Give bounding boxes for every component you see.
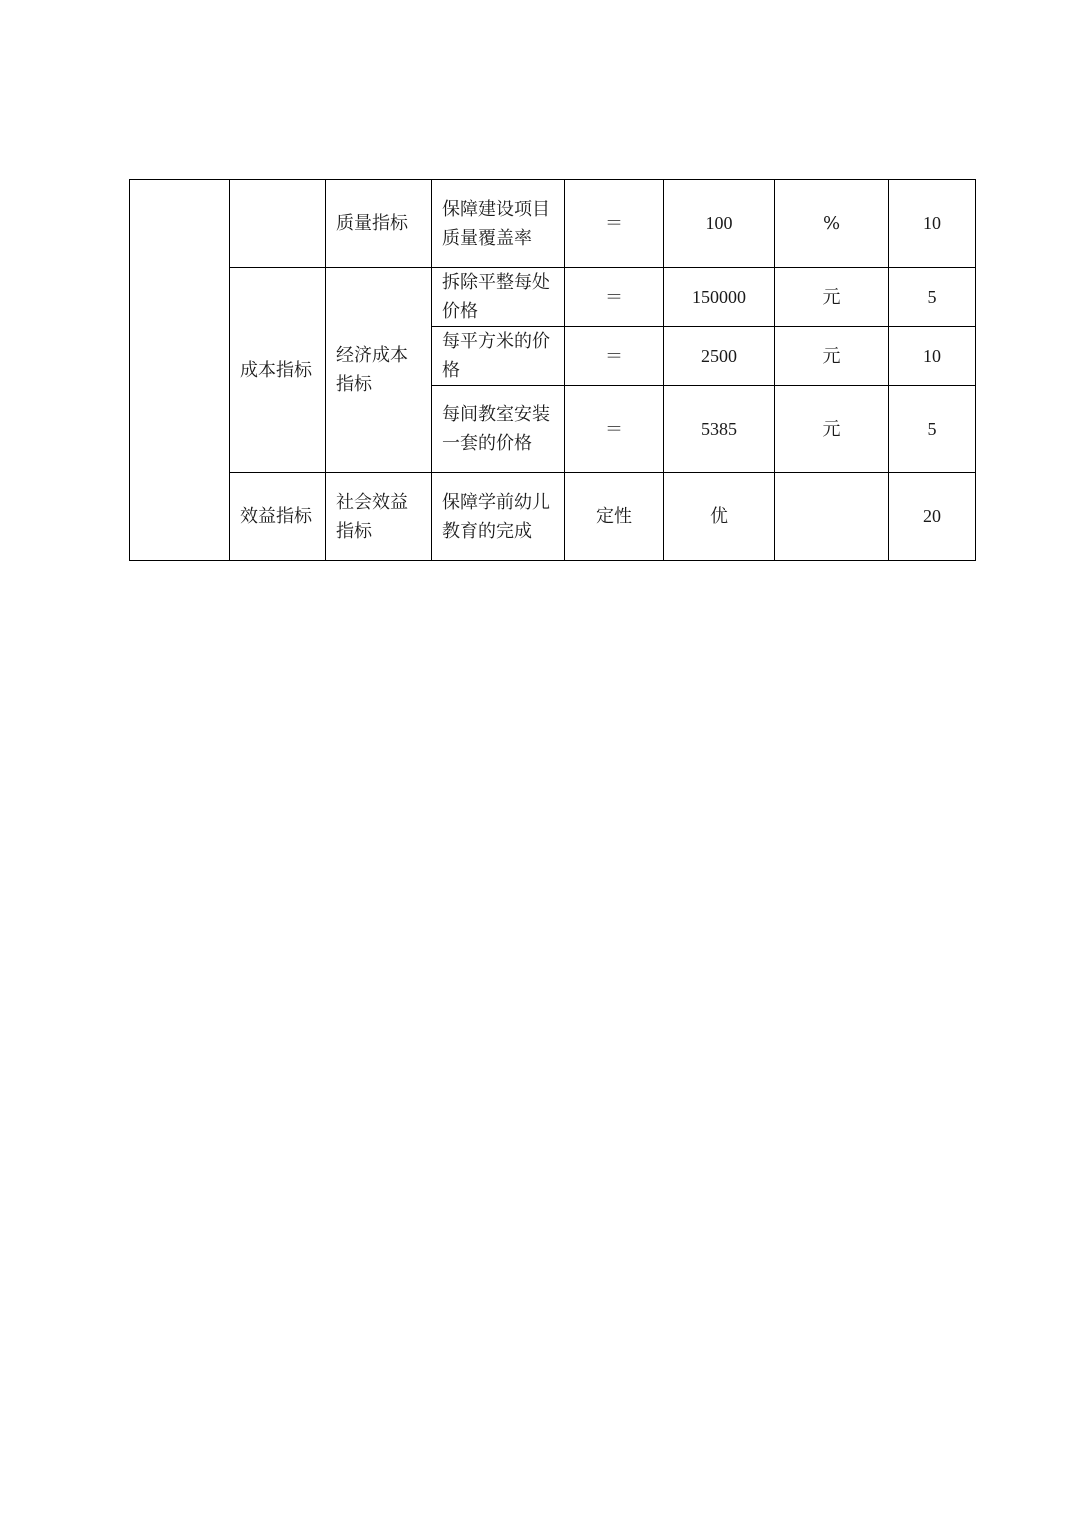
level2-cell	[230, 180, 326, 268]
level3-cell: 质量指标	[326, 180, 432, 268]
indicator-cell: 保障学前幼儿教育的完成	[432, 473, 565, 561]
unit-cell: %	[775, 180, 889, 268]
indicator-cell: 拆除平整每处价格	[432, 268, 565, 327]
unit-cell: 元	[775, 268, 889, 327]
score-cell: 10	[889, 327, 976, 386]
indicator-cell: 保障建设项目质量覆盖率	[432, 180, 565, 268]
table-row	[130, 180, 976, 268]
unit-cell	[775, 473, 889, 561]
performance-indicator-table	[129, 179, 976, 561]
level3-cell: 社会效益指标	[326, 473, 432, 561]
score-cell: 20	[889, 473, 976, 561]
score-cell: 5	[889, 268, 976, 327]
value-cell: 100	[664, 180, 775, 268]
level2-cell: 成本指标	[230, 268, 326, 473]
operator-cell: ＝	[565, 180, 664, 268]
indicator-cell: 每间教室安装一套的价格	[432, 386, 565, 473]
level1-cell	[130, 180, 230, 561]
unit-cell: 元	[775, 327, 889, 386]
operator-cell: ＝	[565, 268, 664, 327]
operator-cell: ＝	[565, 386, 664, 473]
table-row	[130, 268, 976, 327]
value-cell: 5385	[664, 386, 775, 473]
score-cell: 10	[889, 180, 976, 268]
level2-cell: 效益指标	[230, 473, 326, 561]
level3-cell: 经济成本指标	[326, 268, 432, 473]
operator-cell: ＝	[565, 327, 664, 386]
indicator-cell: 每平方米的价格	[432, 327, 565, 386]
score-cell: 5	[889, 386, 976, 473]
operator-cell: 定性	[565, 473, 664, 561]
value-cell: 2500	[664, 327, 775, 386]
value-cell: 150000	[664, 268, 775, 327]
unit-cell: 元	[775, 386, 889, 473]
table-row	[130, 473, 976, 561]
value-cell: 优	[664, 473, 775, 561]
